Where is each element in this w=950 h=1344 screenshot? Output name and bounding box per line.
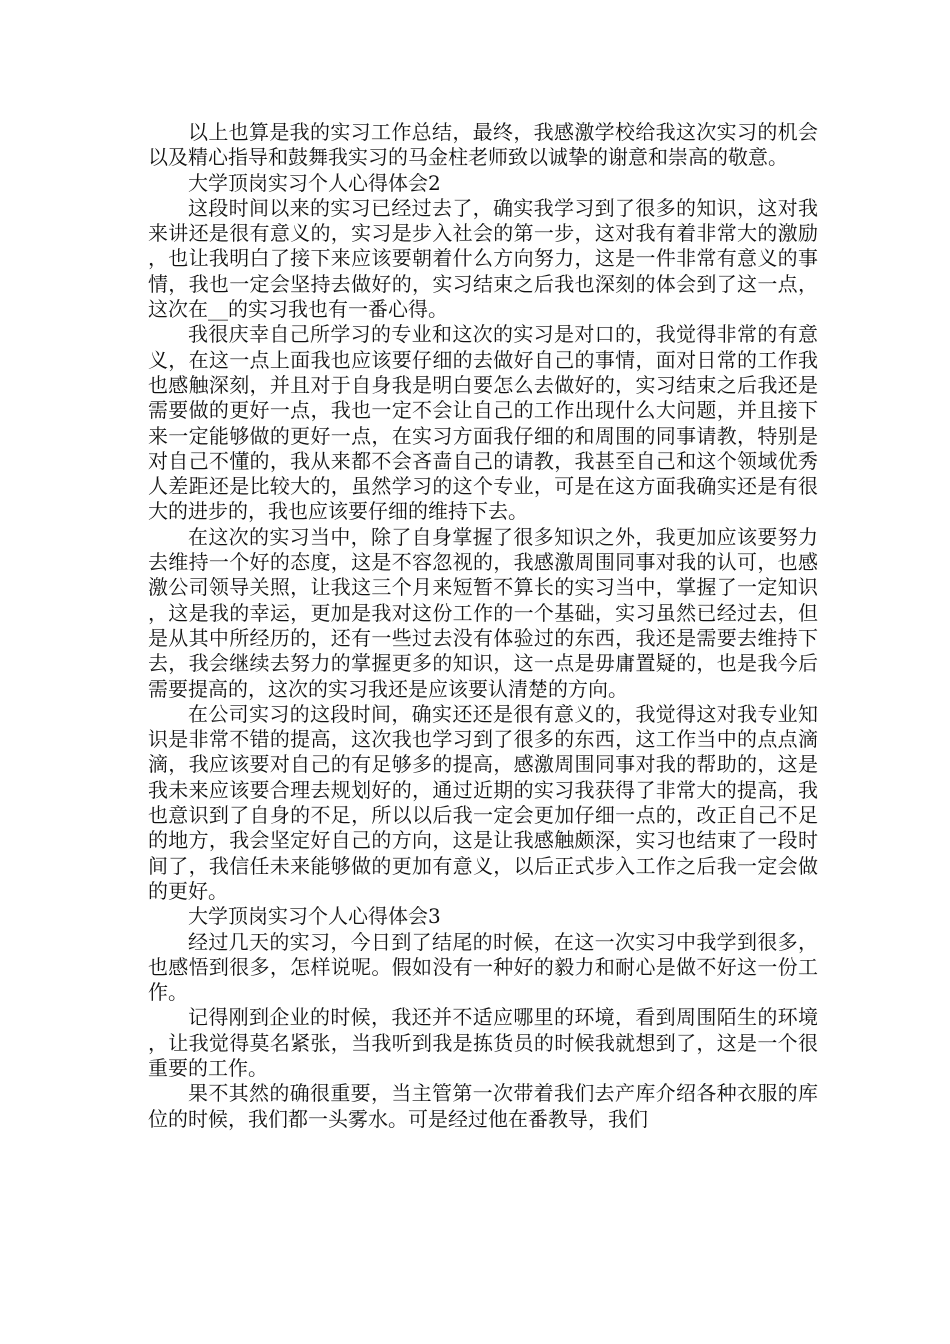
paragraph-2-3: 在这次的实习当中，除了自身掌握了很多知识之外，我更加应该要努力去维持一个好的态度，这是不容忽视的，我感激周围同事对我的认可，也感激公司领导关照，让我这三个月来短暂不算长的实习当中，掌握了一定知识，这是我的幸运，更加是我对这份工作的一个基础，实习虽然已经过去，但是从其中所经历的，还有一些过去没有体验过的东西，我还是需要去维持下去，我会继续去努力的掌握更多的知识，这一点是毋庸置疑的，也是我今后需要提高的，这次的实习我还是应该要认清楚的方向。 <box>148 524 818 701</box>
paragraph-3-1: 经过几天的实习，今日到了结尾的时候，在这一次实习中我学到很多，也感悟到很多，怎样说呢。假如没有一种好的毅力和耐心是做不好这一份工作。 <box>148 929 818 1005</box>
section-heading-2: 大学顶岗实习个人心得体会2 <box>188 170 441 195</box>
paragraph-3-3: 果不其然的确很重要，当主管第一次带着我们去产库介绍各种衣服的库位的时候，我们都一头雾水。可是经过他在番教导，我们 <box>148 1081 818 1131</box>
paragraph-3-2: 记得刚到企业的时候，我还并不适应哪里的环境，看到周围陌生的环境，让我觉得莫名紧张，当我听到我是拣货员的时候我就想到了，这是一个很重要的工作。 <box>148 1005 818 1080</box>
paragraph-2-4: 在公司实习的这段时间，确实还还是很有意义的，我觉得这对我专业知识是非常不错的提高，这次我也学习到了很多的东西，这工作当中的点点滴滴，我应该要对自己的有足够多的提高，感激周围同事对我的帮助的，这是我未来应该要合理去规划好的，通过近期的实习我获得了非常大的提高，我也意识到了自身的不足，所以以后我一定会更加仔细一点的，改正自己不足的地方，我会坚定好自己的方向，这是让我感触颇深，实习也结束了一段时间了，我信任未来能够做的更加有意义，以后正式步入工作之后我一定会做的更好。 <box>148 701 818 903</box>
paragraph-acknowledgement: 以上也算是我的实习工作总结，最终，我感激学校给我这次实习的机会以及精心指导和鼓舞我实习的马金柱老师致以诚挚的谢意和崇高的敬意。 <box>148 120 818 170</box>
document-body <box>148 120 818 1132</box>
paragraph-2-2: 我很庆幸自己所学习的专业和这次的实习是对口的，我觉得非常的有意义，在这一点上面我也应该要仔细的去做好自己的事情，面对日常的工作我也感触深刻，并且对于自身我是明白要怎么去做好的，实习结束之后我还是需要做的更好一点，我也一定不会让自己的工作出现什么大问题，并且接下来一定能够做的更好一点，在实习方面我仔细的和周围的同事请教，特别是对自己不懂的，我从来都不会吝啬自己的请教，我甚至自己和这个领域优秀人差距还是比较大的，虽然学习的这个专业，可是在这方面我确实还是有很大的进步的，我也应该要仔细的维持下去。 <box>148 322 818 524</box>
paragraph-2-1: 这段时间以来的实习已经过去了，确实我学习到了很多的知识，这对我来讲还是很有意义的，实习是步入社会的第一步，这对我有着非常大的激励，也让我明白了接下来应该要朝着什么方向努力，这是一件非常有意义的事情，我也一定会坚持去做好的，实习结束之后我也深刻的体会到了这一点，这次在__的实习我也有一番心得。 <box>148 195 818 322</box>
section-heading-3: 大学顶岗实习个人心得体会3 <box>188 904 441 929</box>
